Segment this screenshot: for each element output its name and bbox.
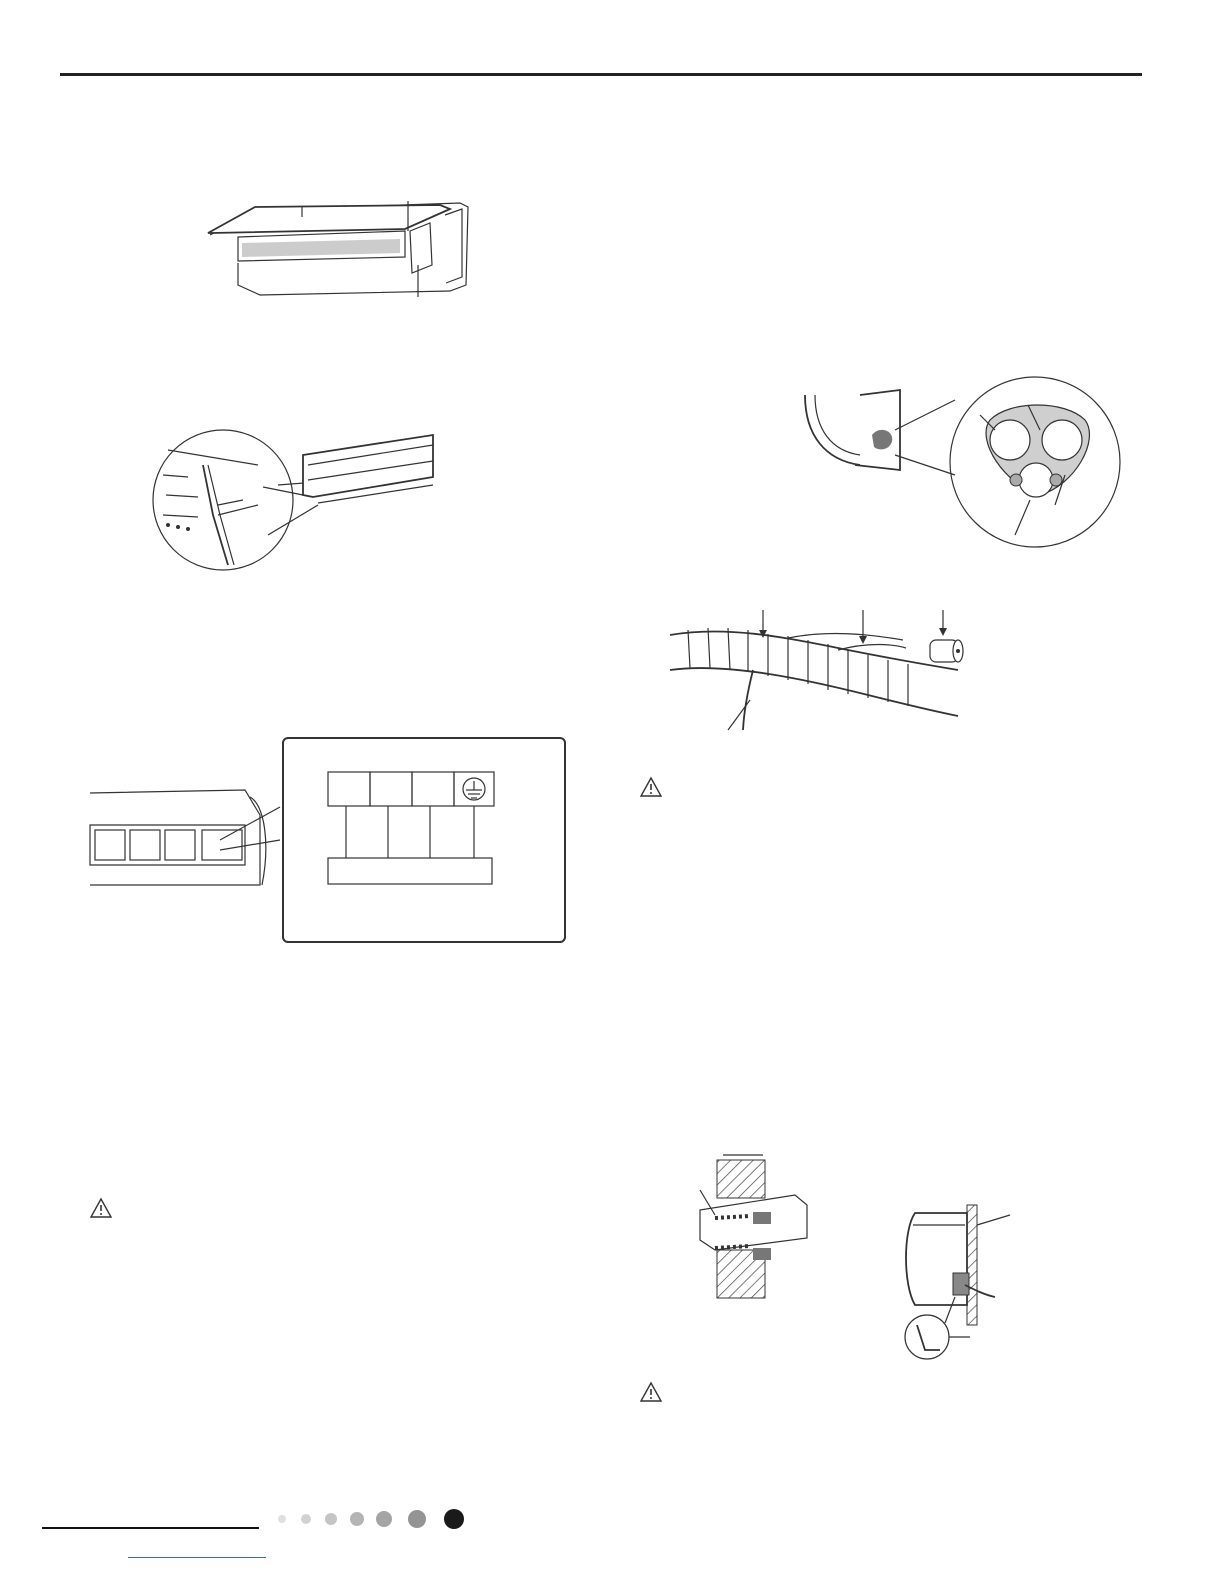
progress-dot xyxy=(278,1515,286,1523)
wall-hole-cross-section-figure xyxy=(695,1150,815,1300)
terminal-block-diagram xyxy=(326,770,496,890)
progress-dot xyxy=(376,1511,392,1527)
progress-dot xyxy=(350,1512,364,1526)
warning-icon xyxy=(90,1198,112,1218)
indoor-unit-wall-mounted-figure xyxy=(895,1205,1015,1365)
warning-icon xyxy=(640,1382,662,1402)
page-progress-dots xyxy=(278,1505,478,1533)
header-rule xyxy=(60,73,1142,76)
warning-icon xyxy=(640,777,662,797)
footer-link-underline[interactable] xyxy=(128,1557,266,1558)
indoor-unit-front-panel-open-figure xyxy=(200,195,480,305)
progress-dot xyxy=(301,1514,311,1524)
progress-dot xyxy=(325,1513,337,1525)
footer-rule xyxy=(42,1527,259,1529)
pipe-wrapping-tape-figure xyxy=(668,610,968,735)
indoor-unit-side-view-figure xyxy=(90,785,285,905)
progress-dot xyxy=(408,1510,426,1528)
progress-dot-current xyxy=(444,1509,464,1529)
indoor-unit-cable-clamp-figure xyxy=(148,425,448,575)
pipe-bundle-cross-section-figure xyxy=(800,375,1125,550)
